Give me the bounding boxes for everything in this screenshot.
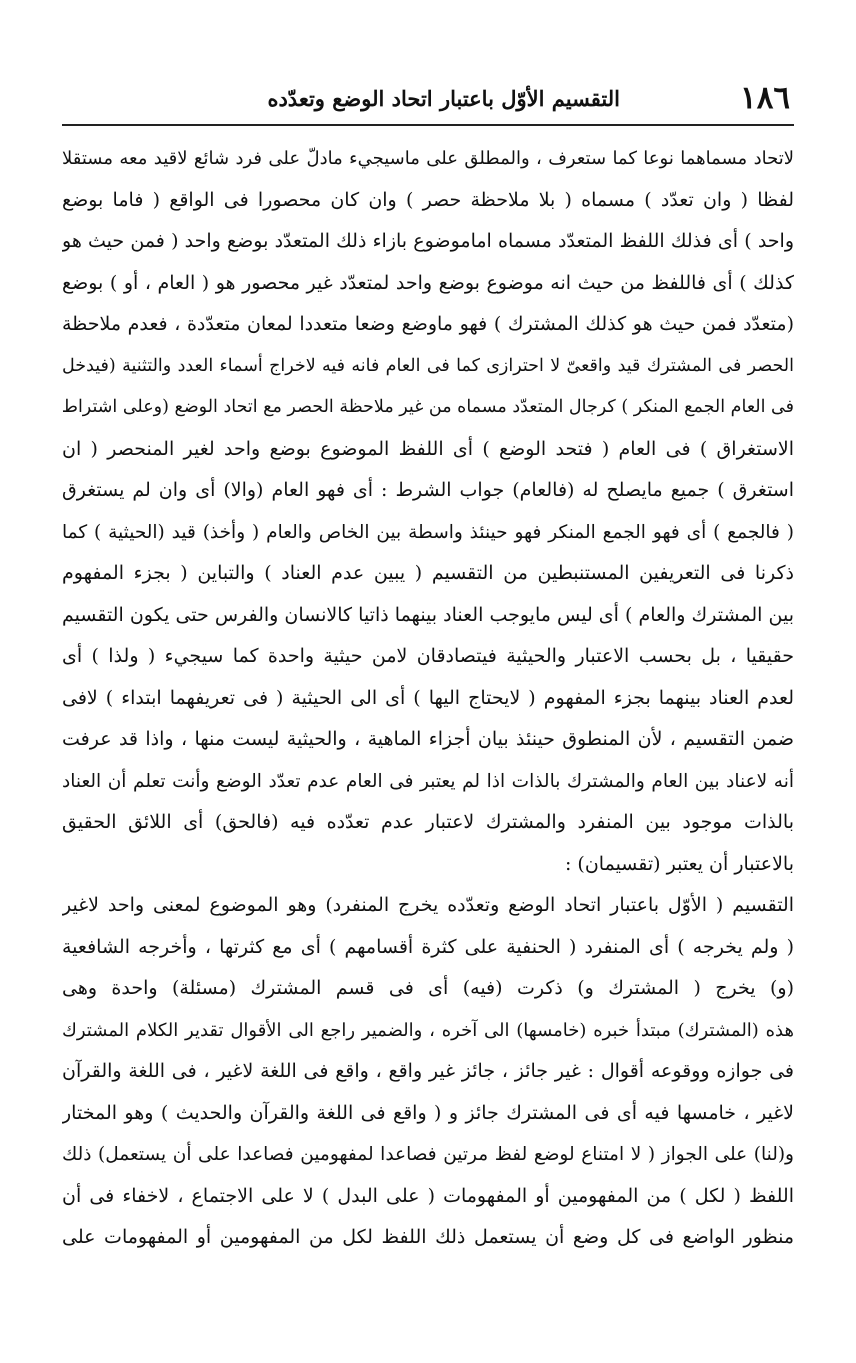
text-line: اللفظ ( لكل ) من المفهومين أو المفهومات ( على البدل ) لا على الاجتماع ، لاخفاء فى أن (62, 1184, 794, 1207)
text-line: ضمن التقسيم ، لأن المنطوق حينئذ بيان أجزاء الماهية ، والحيثية ليست منها ، واذا قد عرفت (62, 728, 794, 750)
text-line: حقيقيا ، بل بحسب الاعتبار والحيثية فيتصادقان لامن حيثية واحدة كما سيجيء ( ولذا ) أى (62, 645, 794, 667)
text-line: التقسيم ( الأوّل باعتبار اتحاد الوضع وتعدّده يخرج المنفرد) وهو الموضوع لمعنى واحد لاغير (62, 894, 794, 916)
page-number: ١٨٦ (740, 80, 790, 116)
text-line: أنه لاعناد بين العام والمشترك بالذات اذا لم يعتبر فى العام عدم تعدّد الوضع وأنت تعلم أن العناد (62, 770, 794, 792)
text-line: منظور الواضع فى كل وضع أن يستعمل ذلك اللفظ لكل من المفهومين أو المفهومات على (62, 1226, 794, 1248)
text-line: ذكرنا فى التعريفين المستنبطين من التقسيم ( يبين عدم العناد ) والتباين ( بجزء المفهوم (62, 562, 794, 584)
text-line: واحد ) أى فذلك اللفظ المتعدّد مسماه اماموضوع بازاء ذلك المتعدّد بوضع واحد ( فمن حيث هو (62, 230, 794, 252)
text-line: لاغير ، خامسها فيه أى فى المشترك جائز و ( واقع فى اللغة والقرآن والحديث ) وهو المختار (62, 1101, 794, 1124)
text-line: ( ولم يخرجه ) أى المنفرد ( الحنفية على كثرة أقسامهم ) أى مع كثرتها ، وأخرجه الشافعية (62, 935, 794, 958)
text-line: استغرق ) جميع مايصلح له (فالعام) جواب الشرط : أى فهو العام (والا) أى وان لم يستغرق (62, 479, 794, 501)
text-line: فى العام الجمع المنكر ) كرجال المتعدّد مسماه من غير ملاحظة الحصر مع اتحاد الوضع (وعلى اشتراط (62, 397, 794, 417)
body-text (62, 138, 794, 1259)
text-line: لفظا ( وان تعدّد ) مسماه ( بلا ملاحظة حصر ) وان كان محصورا فى الواقع ( فاما بوضع (62, 188, 794, 211)
text-line: (و) يخرج ( المشترك و) ذكرت (فيه) أى فى قسم المشترك (مسئلة) واحدة وهى (62, 977, 794, 999)
text-line: لعدم العناد بينهما بجزء المفهوم ( لايحتاج اليها ) أى الى الحيثية ( فى تعريفهما ابتداء ) لافى (62, 686, 794, 709)
text-line: فى جوازه ووقوعه أقوال : غير جائز ، جائز غير واقع ، واقع فى اللغة لاغير ، فى اللغة والقرآن (62, 1060, 794, 1082)
text-line: لاتحاد مسماهما نوعا كما ستعرف ، والمطلق على ماسيجيء مادلّ على فرد شائع لاقيد معه مستقلا (62, 148, 794, 169)
text-line: هذه (المشترك) مبتدأ خبره (خامسها) الى آخره ، والضمير راجع الى الأقوال تقدير الكلام المشترك (62, 1019, 794, 1041)
running-title: التقسيم الأوّل باعتبار اتحاد الوضع وتعدّده (267, 86, 620, 111)
text-line: و(لنا) على الجواز ( لا امتناع لوضع لفظ مرتين فصاعدا لمفهومين فصاعدا على أن يستعمل) ذلك (62, 1144, 794, 1165)
text-line: بين المشترك والعام ) أى ليس مايوجب العناد بينهما ذاتيا كالانسان والفرس حتى يكون التقسيم (62, 603, 794, 626)
text-line: (متعدّد فمن حيث هو كذلك المشترك ) فهو ماوضع وضعا متعددا لمعان متعدّدة ، فعدم ملاحظة (62, 313, 794, 335)
text-line: بالاعتبار أن يعتبر (تقسيمان) : (564, 852, 794, 875)
text-line: ( فالجمع ) أى فهو الجمع المنكر فهو حينئذ واسطة بين الخاص والعام ( وأخذ) قيد (الحيثية ) كما (62, 521, 794, 543)
text-line: بالذات موجود بين المنفرد والمشترك لاعتبار عدم تعدّده فيه (فالحق) أى اللائق الحقيق (62, 811, 794, 833)
text-line: كذلك ) أى فاللفظ من حيث انه موضوع بوضع واحد لمتعدّد غير محصور هو ( العام ، أو ) بوضع (62, 271, 794, 294)
text-line: الحصر فى المشترك قيد واقعىّ لا احترازى كما فى العام فانه فيه لاخراج أسماء العدد والتثنية (فيدخل (62, 355, 794, 376)
header-rule (62, 124, 794, 126)
page-header (64, 78, 790, 122)
text-line: الاستغراق ) فى العام ( فتحد الوضع ) أى اللفظ الموضوع بوضع واحد لغير المنحصر ( ان (62, 437, 794, 460)
